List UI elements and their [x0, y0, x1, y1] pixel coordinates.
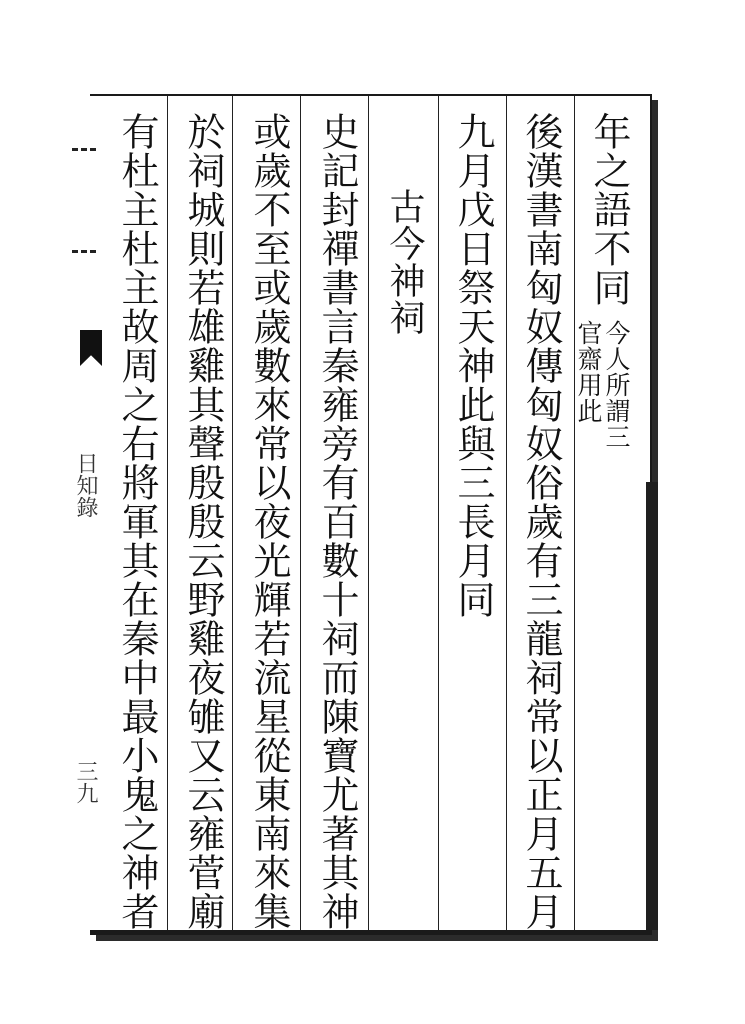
margin-book-title: 日知錄	[73, 452, 98, 518]
page-edge-shadow	[646, 482, 658, 930]
text-column-1: 年之語不同	[587, 112, 631, 307]
page-frame	[90, 94, 652, 935]
margin-dash	[72, 148, 96, 151]
column-rule	[574, 96, 575, 930]
text-column-2: 後漢書南匈奴傳匈奴俗歲有三龍祠常以正月五月	[519, 112, 563, 931]
page-frame-top-rule	[90, 94, 652, 96]
column-rule	[300, 96, 301, 930]
column-rule	[232, 96, 233, 930]
section-heading: 古今神祠	[384, 188, 425, 336]
column-rule	[506, 96, 507, 930]
text-column-8: 有杜主杜主故周之右將軍其在秦中最小鬼之神者	[115, 112, 159, 931]
text-column-5: 史記封禪書言秦雍旁有百數十祠而陳寶尤著其神	[315, 112, 359, 931]
column-rule	[368, 96, 369, 930]
text-column-3: 九月戊日祭天神此與三長月同	[451, 112, 495, 619]
text-column-6: 或歲不至或歲數來常以夜光輝若流星從東南來集	[247, 112, 291, 931]
annotation-column-1a: 今人所謂三	[602, 320, 631, 450]
text-column-7: 於祠城則若雄雞其聲殷殷云野雞夜雊又云雍菅廟	[181, 112, 225, 931]
margin-page-number: 三九	[73, 760, 98, 804]
column-rule	[167, 96, 168, 930]
margin-dash	[72, 250, 96, 253]
annotation-column-1b: 官齋用此	[574, 320, 603, 424]
column-rule	[438, 96, 439, 930]
